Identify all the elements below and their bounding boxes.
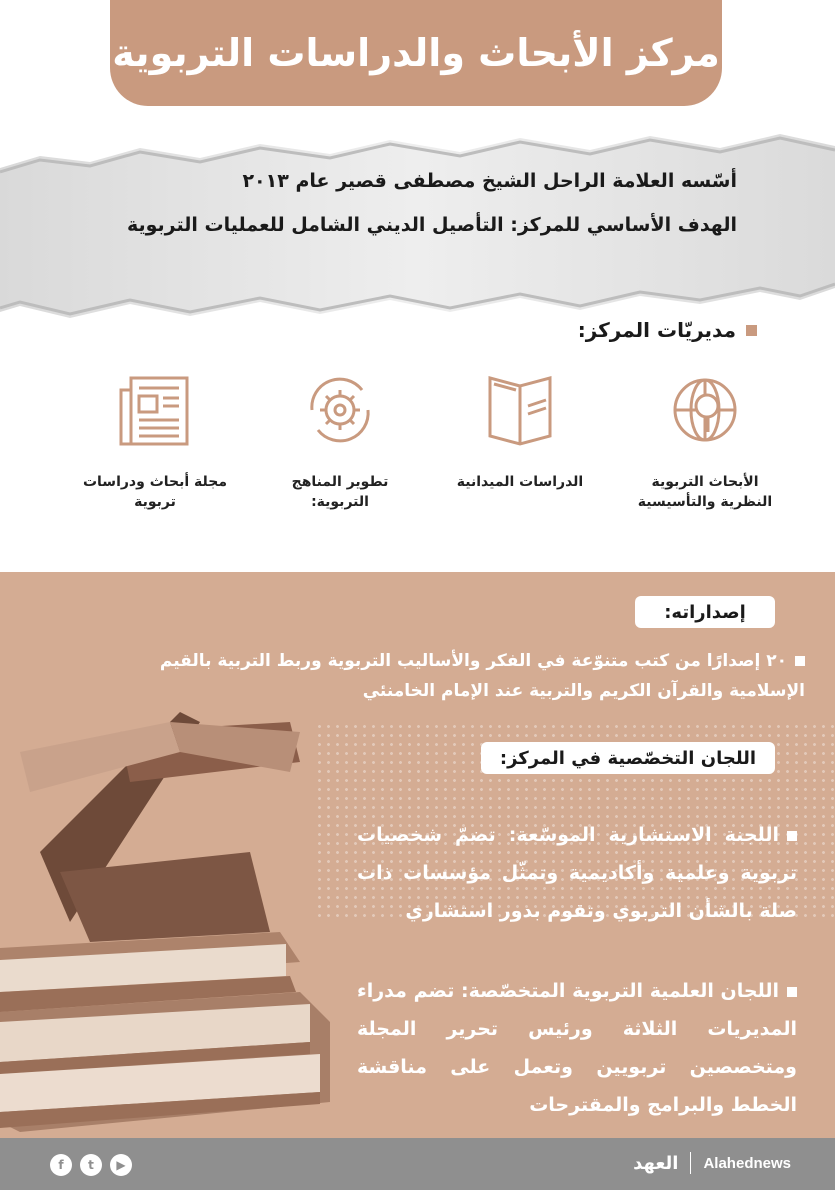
brand-name[interactable]: Alahednews xyxy=(703,1154,791,1172)
directorate-label: تطوير المناهج التربوية: xyxy=(291,474,389,510)
publications-heading: إصداراته: xyxy=(635,596,775,628)
youtube-icon[interactable]: ▶ xyxy=(110,1154,132,1176)
committees-heading: اللجان التخصّصية في المركز: xyxy=(481,742,775,774)
directorate-label: الدراسات الميدانية xyxy=(456,474,584,490)
item-bullet xyxy=(787,987,797,997)
social-links xyxy=(50,1154,132,1176)
facebook-icon[interactable]: f xyxy=(50,1154,72,1176)
committee-text: اللجنة الاستشارية الموسّعة: تضمّ شخصيات تربوية وعلمية وأكاديمية وتمثّل مؤسسات ذات صلة بالشأن التربوي وتقوم بدور استشاري xyxy=(357,824,797,922)
committee-item xyxy=(357,972,797,1124)
directorates-heading-text: مديريّات المركز: xyxy=(577,318,736,342)
footer xyxy=(0,1138,835,1190)
founder-line: أسّسه العلامة الراحل الشيخ مصطفى قصير عام ٢٠١٣ xyxy=(242,170,737,192)
directorate-label: مجلة أبحاث ودراسات تربوية xyxy=(82,474,228,510)
brand-divider xyxy=(690,1152,691,1174)
brand xyxy=(633,1152,791,1174)
directorates-list xyxy=(60,370,780,550)
gear-cycle-icon xyxy=(300,370,380,450)
committee-item xyxy=(357,816,797,930)
directorate-curriculum xyxy=(265,370,415,512)
title-banner xyxy=(110,0,722,106)
quran-books-illustration xyxy=(0,692,330,1138)
directorates-heading xyxy=(578,318,757,342)
globe-magnifier-icon xyxy=(665,370,745,450)
heading-bullet xyxy=(746,325,757,336)
newspaper-icon xyxy=(115,370,195,450)
directorate-label: الأبحاث التربوية النظرية والتأسيسية xyxy=(637,474,773,510)
item-bullet xyxy=(795,656,805,666)
item-bullet xyxy=(787,831,797,841)
directorate-field-studies xyxy=(445,370,595,492)
directorate-theoretical-research xyxy=(630,370,780,512)
twitter-icon[interactable]: t xyxy=(80,1154,102,1176)
open-book-icon xyxy=(480,370,560,450)
directorate-journal xyxy=(80,370,230,512)
brand-logo-arabic[interactable]: العهد xyxy=(633,1152,679,1174)
publications-text: ٢٠ إصدارًا من كتب متنوّعة في الفكر والأساليب التربوية وربط التربية بالقيم الإسلامية والقرآن الكريم والتربية عند الإمام الخامنئي xyxy=(159,651,805,701)
publications-item xyxy=(155,646,805,706)
goal-line: الهدف الأساسي للمركز: التأصيل الديني الشامل للعمليات التربوية xyxy=(126,214,737,236)
intro-text xyxy=(40,170,737,236)
committee-text: اللجان العلمية التربوية المتخصّصة: تضم مدراء المديريات الثلاثة ورئيس تحرير المجلة ومتخصصين تربويين وتعمل على مناقشة الخطط والبرامج والمقترحات xyxy=(357,980,797,1116)
lower-panel xyxy=(0,572,835,1138)
page-title: مركز الأبحاث والدراسات التربوية xyxy=(112,31,720,75)
